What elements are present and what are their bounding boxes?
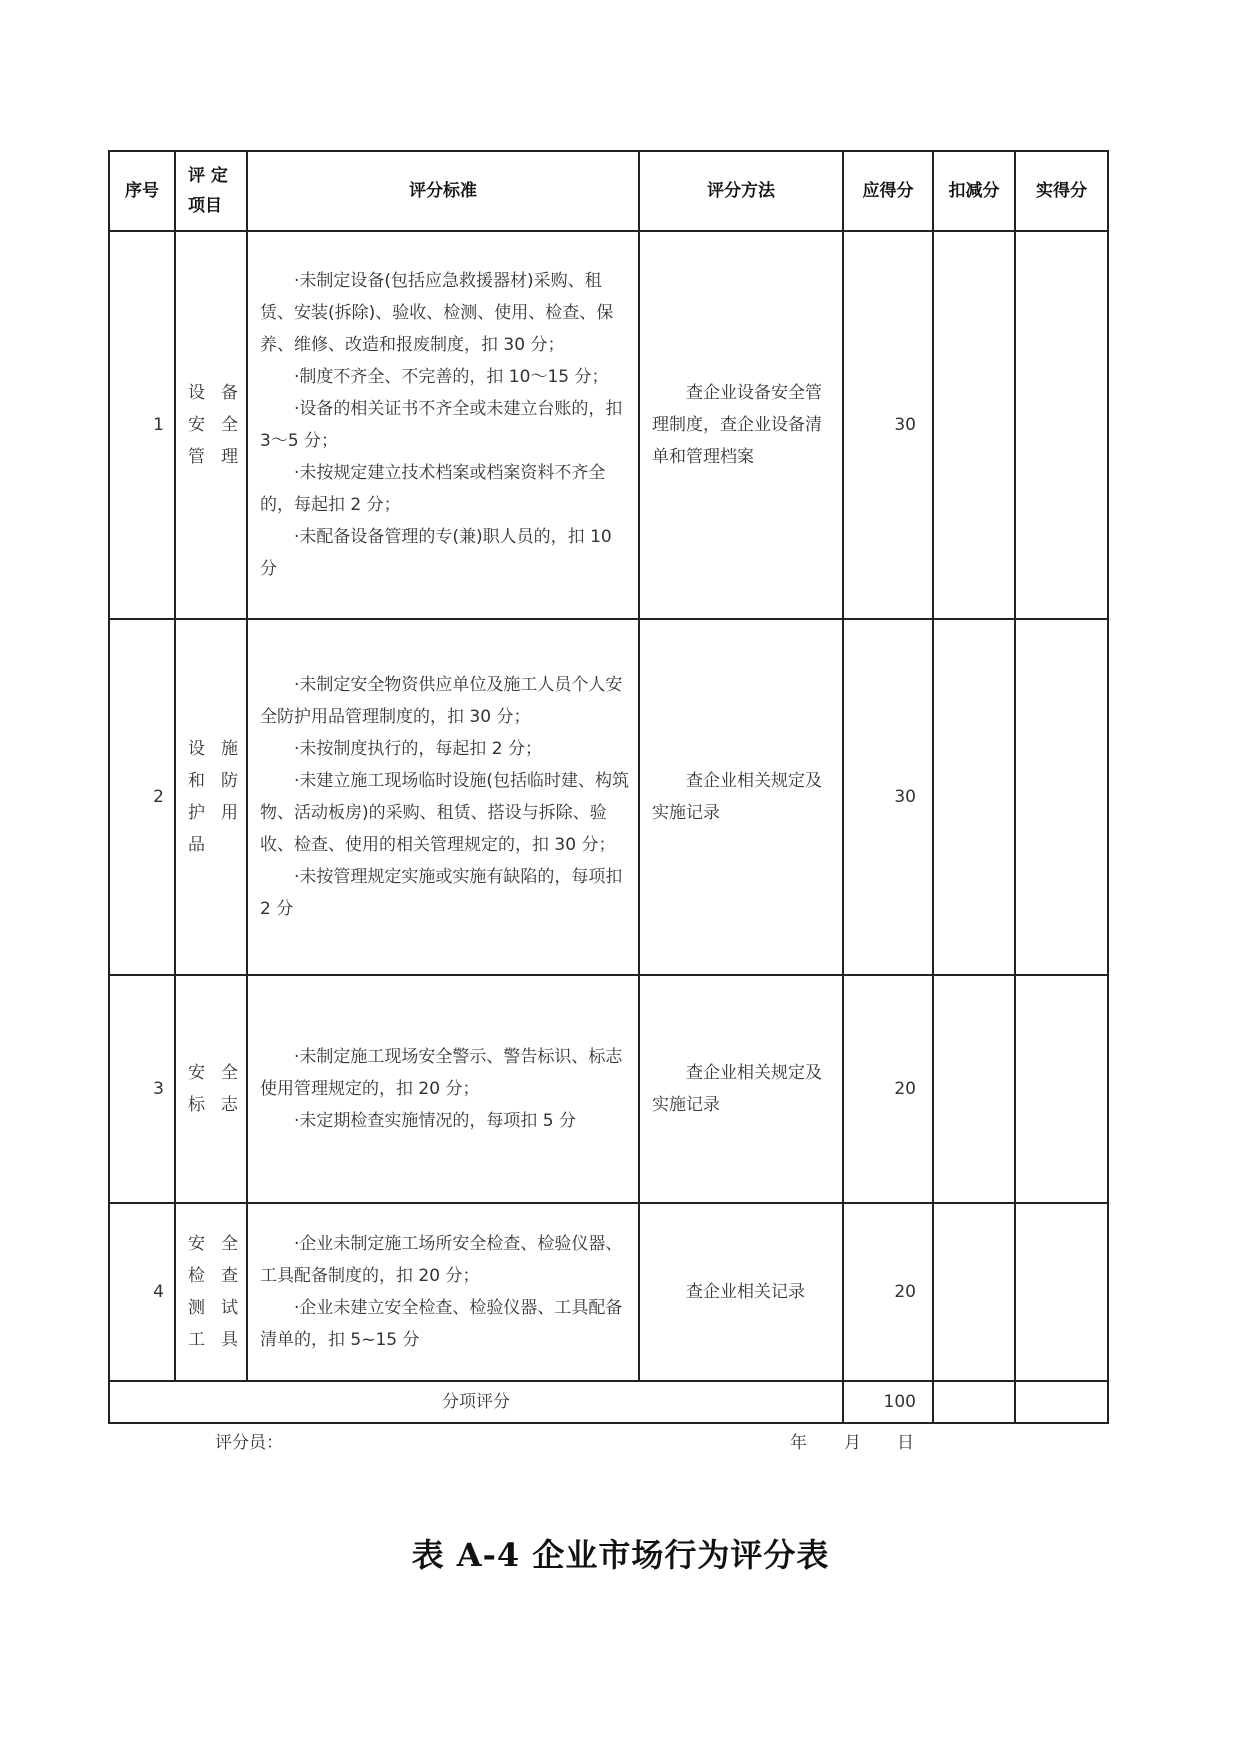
criteria-line: ·未制定施工现场安全警示、警告标识、标志使用管理规定的，扣 20 分；: [260, 1047, 623, 1099]
row-item: [175, 1203, 247, 1381]
row-method: [639, 1203, 843, 1381]
date-year-label: 年: [790, 1433, 807, 1453]
table-row: [109, 1203, 1108, 1381]
row-full-score: 30: [843, 231, 933, 619]
criteria-line: ·未制定安全物资供应单位及施工人员个人安全防护用品管理制度的，扣 30 分；: [260, 675, 623, 727]
row-deduction[interactable]: [933, 1203, 1015, 1381]
date-month-label: 月: [844, 1433, 861, 1453]
row-seq: 1: [109, 231, 175, 619]
header-actual-score: 实得分: [1015, 151, 1108, 231]
total-row: [109, 1381, 1108, 1423]
total-actual-score[interactable]: [1015, 1381, 1108, 1423]
row-method: [639, 231, 843, 619]
criteria-line: ·未定期检查实施情况的，每项扣 5 分: [294, 1111, 577, 1131]
item-line: 测 试: [188, 1298, 238, 1318]
criteria-line: ·未按规定建立技术档案或档案资料不齐全的，每起扣 2 分；: [260, 463, 606, 515]
row-criteria: [247, 231, 639, 619]
method-text: 查企业相关规定及实施记录: [652, 1063, 822, 1115]
total-deduction[interactable]: [933, 1381, 1015, 1423]
row-seq: 3: [109, 975, 175, 1203]
header-row: [109, 151, 1108, 231]
item-line: 安 全: [188, 415, 238, 435]
header-deduction: 扣减分: [933, 151, 1015, 231]
row-criteria: [247, 1203, 639, 1381]
row-seq: 2: [109, 619, 175, 975]
item-line: 检 查: [188, 1266, 238, 1286]
item-line: 工具: [188, 1330, 238, 1350]
criteria-line: ·未配备设备管理的专(兼)职人员的，扣 10 分: [260, 527, 612, 579]
row-full-score: 30: [843, 619, 933, 975]
total-label: 分项评分: [109, 1381, 843, 1423]
row-actual-score[interactable]: [1015, 975, 1108, 1203]
table-row: [109, 975, 1108, 1203]
criteria-line: ·未制定设备(包括应急救援器材)采购、租赁、安装(拆除)、验收、检测、使用、检查、保养、维修、改造和报废制度，扣 30 分；: [260, 271, 614, 355]
row-deduction[interactable]: [933, 975, 1015, 1203]
criteria-line: ·企业未制定施工场所安全检查、检验仪器、工具配备制度的，扣 20 分；: [260, 1234, 623, 1286]
row-actual-score[interactable]: [1015, 619, 1108, 975]
item-line: 护 用: [188, 803, 238, 823]
row-full-score: 20: [843, 1203, 933, 1381]
row-item: [175, 619, 247, 975]
row-item: [175, 231, 247, 619]
criteria-line: ·企业未建立安全检查、检验仪器、工具配备清单的，扣 5~15 分: [260, 1298, 623, 1350]
header-method: 评分方法: [639, 151, 843, 231]
header-item-line2: 项目: [188, 196, 222, 216]
scorer-label: 评分员：: [215, 1433, 283, 1453]
header-criteria: 评分标准: [247, 151, 639, 231]
table-row: [109, 231, 1108, 619]
date-day-label: 日: [897, 1433, 914, 1453]
item-line: 设 施: [188, 739, 238, 759]
item-line: 和 防: [188, 771, 238, 791]
item-line: 安 全: [188, 1234, 238, 1254]
criteria-line: ·未建立施工现场临时设施(包括临时建、构筑物、活动板房)的采购、租赁、搭设与拆除、验收、检查、使用的相关管理规定的，扣 30 分；: [260, 771, 630, 855]
table-row: [109, 619, 1108, 975]
row-deduction[interactable]: [933, 231, 1015, 619]
method-text: 查企业相关记录: [686, 1282, 805, 1302]
item-line: 管理: [188, 447, 238, 467]
criteria-line: ·未按管理规定实施或实施有缺陷的，每项扣 2 分: [260, 867, 623, 919]
row-seq: 4: [109, 1203, 175, 1381]
row-full-score: 20: [843, 975, 933, 1203]
header-item-line1: 评 定: [188, 166, 228, 186]
row-method: [639, 619, 843, 975]
item-line: 安 全: [188, 1063, 238, 1083]
item-line: 品: [188, 835, 205, 855]
criteria-line: ·设备的相关证书不齐全或未建立台账的，扣 3～5 分；: [260, 399, 623, 451]
scoring-table: [108, 150, 1109, 1424]
row-item: [175, 975, 247, 1203]
row-deduction[interactable]: [933, 619, 1015, 975]
header-item: [175, 151, 247, 231]
row-actual-score[interactable]: [1015, 231, 1108, 619]
total-full-score: 100: [843, 1381, 933, 1423]
next-table-title: 表 A-4 企业市场行为评分表: [411, 1536, 830, 1574]
criteria-line: ·未按制度执行的，每起扣 2 分；: [294, 739, 543, 759]
criteria-line: ·制度不齐全、不完善的，扣 10～15 分；: [294, 367, 609, 387]
row-method: [639, 975, 843, 1203]
row-actual-score[interactable]: [1015, 1203, 1108, 1381]
method-text: 查企业相关规定及实施记录: [652, 771, 822, 823]
header-seq: 序号: [109, 151, 175, 231]
item-line: 设 备: [188, 383, 238, 403]
item-line: 标志: [188, 1095, 238, 1115]
row-criteria: [247, 975, 639, 1203]
row-criteria: [247, 619, 639, 975]
header-full-score: 应得分: [843, 151, 933, 231]
method-text: 查企业设备安全管理制度，查企业设备清单和管理档案: [652, 383, 822, 467]
